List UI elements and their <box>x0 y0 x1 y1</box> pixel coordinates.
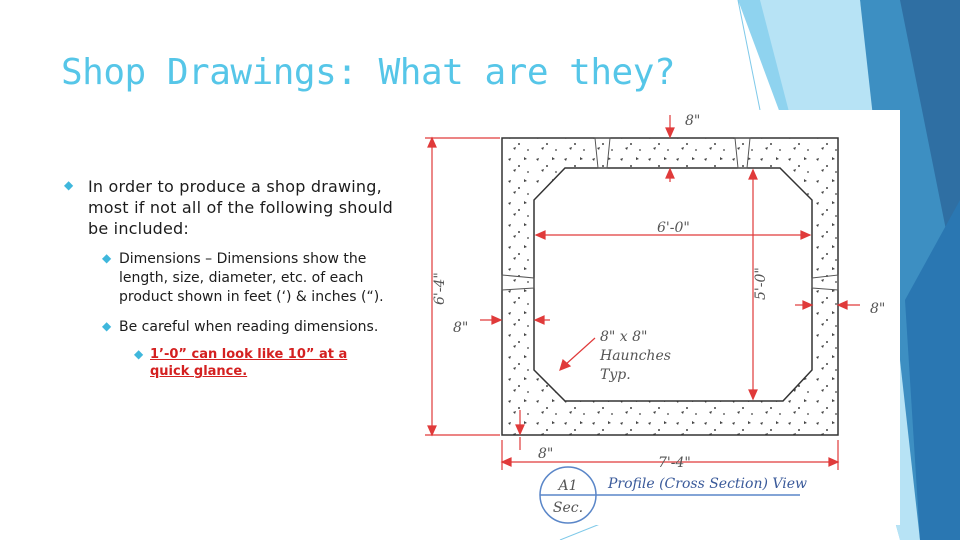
diamond-bullet-icon: ◆ <box>64 178 74 192</box>
bullet-warning <box>150 346 380 380</box>
dim-right-wall: 8" <box>870 301 886 317</box>
diamond-bullet-icon: ◆ <box>102 319 112 333</box>
bullet-intro: In order to produce a shop drawing, most if not all of the following should be included: <box>88 177 393 238</box>
callout-bottom: Sec. <box>552 500 584 516</box>
drawing-svg <box>420 110 900 525</box>
dim-inner-height: 5'-0" <box>753 267 769 300</box>
haunch-label-size: 8" x 8" <box>600 329 648 345</box>
dim-outer-height: 6'-4" <box>432 272 448 305</box>
dim-bottom-thickness: 8" <box>538 446 554 462</box>
bullet-careful: Be careful when reading dimensions. <box>119 319 379 335</box>
warning-text: 1’-0” can look like 10” at a quick glance. <box>150 347 348 379</box>
slide-title: Shop Drawings: What are they? <box>61 52 676 93</box>
dim-top-thickness: 8" <box>685 113 701 129</box>
diamond-bullet-icon: ◆ <box>102 251 112 265</box>
view-title: Profile (Cross Section) View <box>608 476 807 492</box>
diamond-bullet-icon: ◆ <box>134 347 144 361</box>
haunch-label-typ: Typ. <box>600 367 631 383</box>
box-culvert-drawing <box>420 110 900 525</box>
bullet-dimensions: Dimensions – Dimensions show the length, size, diameter, etc. of each product shown in feet (‘) & inches (“). <box>119 251 384 305</box>
haunch-label-name: Haunches <box>600 348 671 364</box>
section-callout <box>540 467 807 523</box>
dim-inner-width: 6'-0" <box>657 220 690 236</box>
dim-outer-width: 7'-4" <box>658 455 691 471</box>
dim-left-wall: 8" <box>453 320 469 336</box>
concrete-section <box>502 138 838 435</box>
callout-top: A1 <box>558 478 578 494</box>
